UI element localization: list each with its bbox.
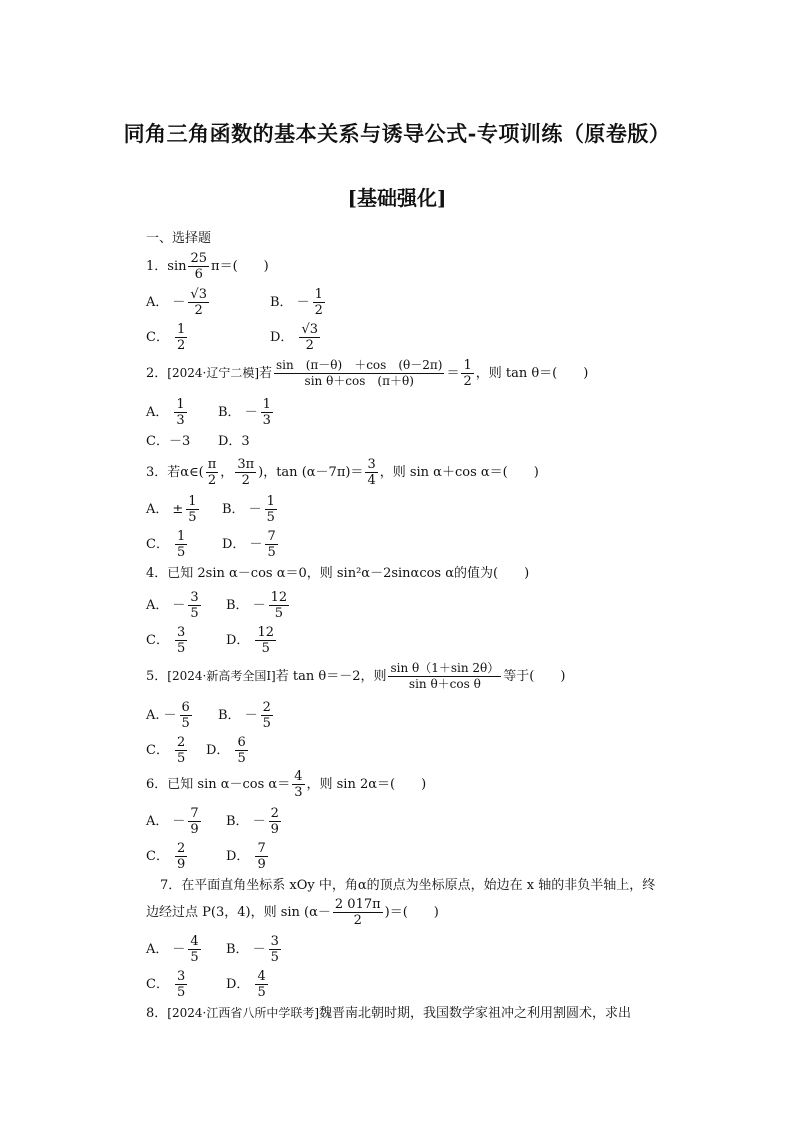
q8-text: 魏晋南北朝时期，我国数学家祖冲之利用割圆术，求出 [319,1005,632,1021]
q6-option-d[interactable] [226,842,270,871]
option-sign: － [172,294,186,310]
q6-num: 4 [294,768,303,784]
option-sign: － [249,536,263,552]
q6-suffix: ，则 sin 2α＝( ) [306,776,427,792]
option-sign: ± [172,501,184,517]
q5-fraction [388,662,501,691]
option-den: 5 [176,640,186,656]
q2-option-c[interactable]: C．－3 [146,433,191,449]
q2-rden: 2 [463,373,472,389]
option-sign: － [252,813,266,829]
option-sign: － [163,707,177,723]
question-2 [146,355,686,391]
q5-mid: 若 tan θ＝－2，则 [275,668,387,684]
option-num: 6 [237,734,246,750]
option-label: D． [206,742,230,758]
q6-option-c[interactable] [146,842,226,871]
option-num: 1 [266,493,275,509]
q7-option-b[interactable] [226,935,283,964]
q1-option-d[interactable] [270,323,322,352]
question-6 [146,768,686,800]
q5-option-d[interactable] [206,736,250,765]
q2-rhs-fraction [461,359,473,388]
q3-d2: 2 [241,472,250,488]
option-label: B． [218,404,241,420]
option-den: 5 [176,750,186,766]
q7-option-d[interactable] [226,970,270,999]
q4-option-c[interactable] [146,626,226,655]
option-label: B． [226,941,249,957]
option-label: C． [146,976,169,992]
q3-option-b[interactable] [222,495,279,524]
q3-n3: 3 [367,456,376,472]
option-label: A． [146,294,169,310]
question-1 [146,252,686,281]
q7-num: 2 017π [334,896,381,912]
q4-option-a[interactable] [146,591,226,620]
q2-fnum: sin (π－θ) ＋cos (θ－2π) [276,357,443,372]
q7-options-cd [146,967,686,1001]
q6-den: 3 [294,784,303,800]
q3-options-ab [146,492,686,526]
q7-options-ab [146,932,686,966]
q5-fnum: sin θ（1＋sin 2θ） [390,660,500,675]
q2-options-cd [146,430,686,452]
option-sign: － [296,294,310,310]
option-num: 3 [176,968,186,984]
q3-mid: )，tan (α－7π)＝ [258,464,364,480]
option-den: 2 [194,302,203,318]
q6-option-a[interactable] [146,807,226,836]
q5-option-b[interactable] [218,701,275,730]
q1-den: 6 [194,267,203,282]
q1-options-cd [146,320,686,354]
option-sign: － [244,404,258,420]
option-label: C． [146,742,169,758]
option-num: √3 [190,286,207,302]
option-num: 7 [190,805,199,821]
option-den: 5 [266,509,275,525]
q2-suffix: ，则 tan θ＝( ) [475,365,589,381]
q2-options-ab [146,395,686,429]
option-label: B． [226,597,249,613]
q3-option-a[interactable] [146,495,222,524]
option-label: D． [226,632,250,648]
option-label: B． [270,294,293,310]
q7-suffix: )＝( ) [384,904,439,920]
q5-options-ab [146,698,686,732]
q5-source: [2024·新高考全国Ⅰ] [167,669,276,683]
option-label: C． [146,632,169,648]
option-label: C． [146,848,169,864]
option-sign: － [252,941,266,957]
option-num: 7 [257,840,266,856]
option-den: 2 [305,337,314,353]
option-label: A． [146,941,169,957]
option-label: C． [146,536,169,552]
option-den: 9 [270,821,279,837]
q2-prefix: 2． [146,365,168,381]
option-den: 5 [270,949,279,965]
page-subtitle: [基础强化] [347,186,447,210]
option-label: D． [226,976,250,992]
q1-option-a[interactable] [146,288,270,317]
option-num: 1 [188,493,197,509]
q6-options-ab [146,804,686,838]
q1-option-b[interactable] [270,288,327,317]
section-heading: 一、选择题 [146,231,212,246]
option-den: 2 [176,337,186,353]
option-den: 5 [237,750,246,766]
q1-option-c[interactable] [146,323,270,352]
option-num: 2 [262,699,271,715]
q2-source: [2024·辽宁二模] [167,366,259,380]
q4-option-d[interactable] [226,626,278,655]
option-den: 5 [190,605,199,621]
q5-prefix: 5． [146,668,168,684]
option-sign: － [172,813,186,829]
option-label: A． [146,813,169,829]
q1-suffix: π＝( ) [211,259,269,274]
option-sign: － [248,501,262,517]
question-4: 4．已知 2sin α－cos α＝0，则 sin²α－2sinαcos α的值为( ) [146,565,530,581]
page-title: 同角三角函数的基本关系与诱导公式-专项训练（原卷版） [123,121,671,146]
option-num: 3 [176,624,186,640]
option-den: 9 [190,821,199,837]
question-7-line1: 7．在平面直角坐标系 xOy 中，角α的顶点为坐标原点，始边在 x 轴的非负半轴上，终 [160,877,656,893]
q6-option-b[interactable] [226,807,283,836]
option-label: D． [222,536,246,552]
option-num: 1 [176,528,186,544]
option-num: 12 [257,624,274,640]
option-num: 1 [176,396,185,412]
question-list [146,232,686,1028]
option-label: A. [146,707,160,723]
q3-d3: 4 [367,472,376,488]
option-num: 12 [270,589,288,605]
q2-fraction [274,359,444,388]
q2-option-d[interactable]: D．3 [218,433,250,449]
option-num: 2 [176,840,186,856]
option-sign: － [172,941,186,957]
option-label: A． [146,597,169,613]
q3-d1: 2 [207,472,217,488]
option-label: B． [218,707,241,723]
option-num: 3 [190,589,199,605]
option-label: D． [270,329,294,345]
q1-prefix: 1．sin [146,259,187,274]
q2-option-b[interactable] [218,398,275,427]
question-3 [146,456,686,488]
q5-option-c[interactable] [146,736,206,765]
q4-options-ab [146,588,686,622]
q2-eq: ＝ [446,365,460,381]
option-num: 3 [270,933,279,949]
option-den: 2 [314,302,323,318]
q2-ruo: 若 [259,365,273,381]
option-den: 5 [267,544,276,560]
option-num: 1 [262,396,271,412]
option-num: 1 [314,286,323,302]
option-sign: － [244,707,258,723]
option-den: 5 [274,605,283,621]
q7-option-a[interactable] [146,935,226,964]
option-den: 5 [188,509,197,525]
q3-suffix: ，则 sin α＋cos α＝( ) [379,464,539,480]
q3-option-d[interactable] [222,530,280,559]
option-label: B． [222,501,245,517]
option-num: √3 [301,321,318,337]
option-label: B． [226,813,249,829]
q5-options-cd [146,733,686,767]
option-den: 3 [262,412,271,428]
option-num: 1 [176,321,186,337]
question-5 [146,658,686,694]
q1-num: 25 [190,251,208,266]
option-num: 7 [267,528,276,544]
question-7-line2 [146,896,686,928]
q3-n2: 3π [237,456,255,472]
q1-fraction [188,252,209,281]
option-den: 9 [257,856,266,872]
q3-comma: ， [220,464,234,480]
option-num: 2 [270,805,279,821]
q5-fden: sin θ＋cos θ [408,676,481,691]
q7-line2a: 边经过点 P(3，4)，则 sin (α－ [146,904,331,920]
q6-options-cd [146,839,686,873]
q5-option-a[interactable] [146,701,218,730]
q4-option-b[interactable] [226,591,291,620]
option-den: 5 [190,949,199,965]
option-den: 5 [261,640,270,656]
q3-prefix: 3．若α∈( [146,464,204,480]
q7-den: 2 [353,912,362,928]
question-8 [146,1002,686,1024]
option-den: 5 [181,715,190,731]
option-num: 4 [257,968,266,984]
option-sign: － [252,597,266,613]
q8-source: [2024·江西省八所中学联考] [167,1006,319,1020]
q2-rnum: 1 [463,357,472,373]
option-den: 3 [176,412,185,428]
option-num: 4 [190,933,199,949]
q8-prefix: 8． [146,1005,168,1021]
option-den: 5 [176,984,186,1000]
option-den: 5 [262,715,271,731]
q3-options-cd [146,527,686,561]
q6-prefix: 6．已知 sin α－cos α＝ [146,776,291,792]
option-num: 6 [181,699,190,715]
option-label: D． [226,848,250,864]
q7-option-c[interactable] [146,970,226,999]
option-den: 5 [257,984,266,1000]
q3-option-c[interactable] [146,530,222,559]
q2-option-a[interactable] [146,398,218,427]
option-label: C． [146,329,169,345]
option-sign: － [172,597,186,613]
q4-options-cd [146,623,686,657]
option-den: 9 [176,856,186,872]
option-num: 2 [176,734,186,750]
option-den: 5 [176,544,186,560]
q3-n1: π [207,456,217,472]
q2-fden: sin θ＋cos (π＋θ) [304,373,414,388]
q5-suffix: 等于( ) [503,668,566,684]
q1-options-ab [146,285,686,319]
option-label: A． [146,501,169,517]
option-label: A． [146,404,169,420]
